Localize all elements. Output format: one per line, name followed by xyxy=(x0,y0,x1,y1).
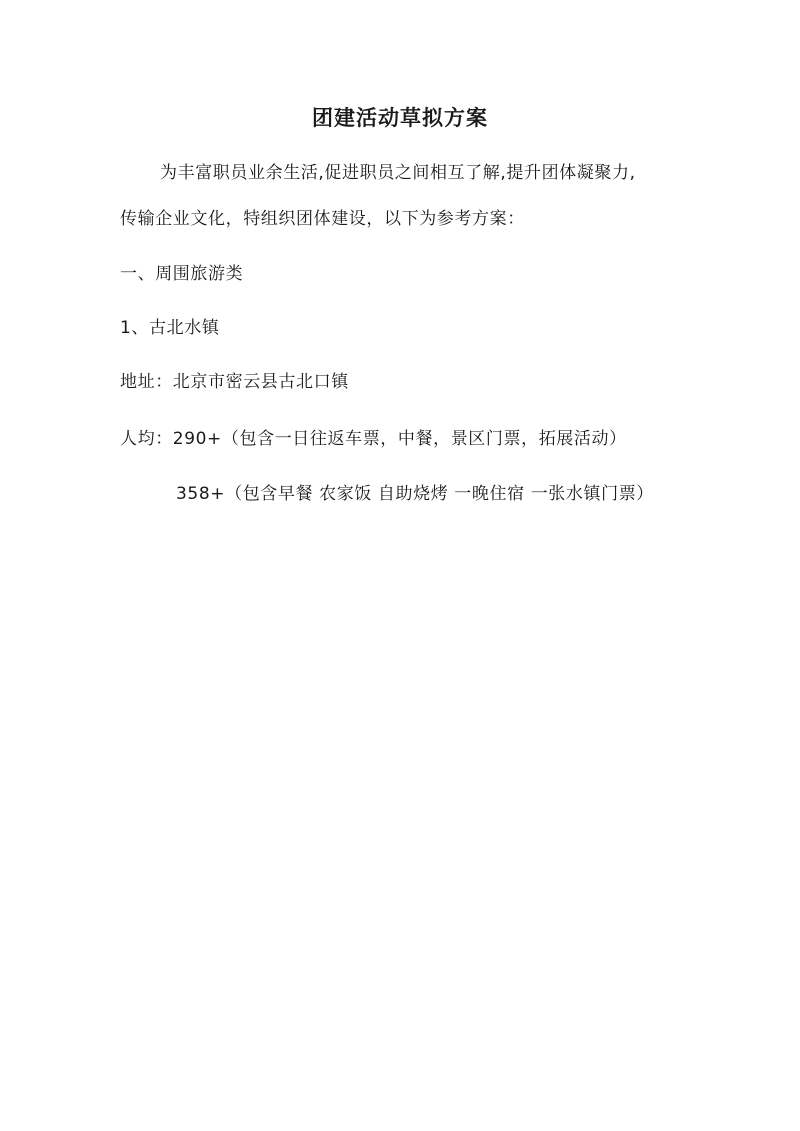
intro-paragraph-line-1: 为丰富职员业余生活,促进职员之间相互了解,提升团体凝聚力, xyxy=(160,163,636,183)
section-heading: 一、周围旅游类 xyxy=(120,264,244,284)
document-title: 团建活动草拟方案 xyxy=(312,105,488,130)
address-line: 地址：北京市密云县古北口镇 xyxy=(120,372,349,392)
price-line-2: 358+（包含早餐 农家饭 自助烧烤 一晚住宿 一张水镇门票） xyxy=(176,484,654,504)
intro-paragraph-line-2: 传输企业文化，特组织团体建设，以下为参考方案： xyxy=(120,209,525,229)
price-line-1: 人均：290+（包含一日往返车票，中餐，景区门票，拓展活动） xyxy=(120,429,627,449)
item-heading: 1、古北水镇 xyxy=(120,318,220,338)
